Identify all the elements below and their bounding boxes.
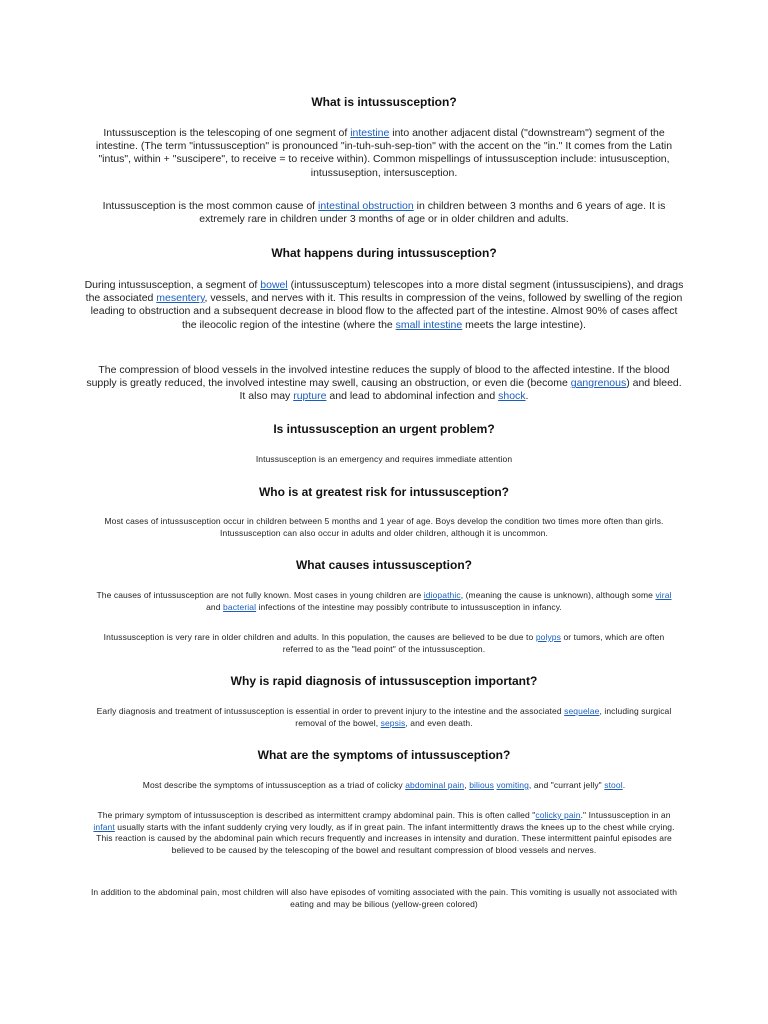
paragraph-mechanism: During intussusception, a segment of bowel (intussusceptum) telescopes into a more distal segment (intussuscipiens), and drags the associated mesentery, vessels, and nerves with it. This results in compression of the veins, followed by swelling of the region leading to obstruction and a subsequent decrease in blood flow to the affected part of the intestine. Almost 90% of cases affect the ileocolic region of the intestine (where the small intestine meets the large intestine). xyxy=(84,279,684,331)
link-colicky-pain[interactable]: colicky pain xyxy=(535,810,581,820)
paragraph-triad: Most describe the symptoms of intussusception as a triad of colicky abdominal pain, bilious vomiting, and "currant jelly" stool. xyxy=(142,780,626,790)
paragraph-blood-supply-block xyxy=(0,364,768,404)
link-bacterial[interactable]: bacterial xyxy=(223,601,257,612)
section-symptoms xyxy=(0,748,768,762)
paragraph-definition: Intussusception is the telescoping of one segment of intestine into another adjacent distal ("downstream") segment of the intestine. (The term "intussusception" is pronounced "in-tuh-suh-sep-tion" with the accent on the "in." It comes from the Latin "intus", within + "suscipere", to receive = to receive within). Common mispellings of intussusception include: intususception, intussuseption, intersusception. xyxy=(95,127,673,179)
heading-rapid-diagnosis: Why is rapid diagnosis of intussusception important? xyxy=(230,674,538,688)
paragraph-primary-symptom: The primary symptom of intussusception is described as intermittent crampy abdominal pain. This is often called "colicky pain." Intussusception in an infant usually starts with the infant suddenly crying very loudly, as if in great pain. The infant intermittently draws the knees up to the chest while crying. This reaction is caused by the abdominal pain which recurs frequently and increases in intensity and duration. These intermittent painful episodes are believed to be caused by the telescoping of the bowel and resultant compression of blood vessels and nerves. xyxy=(93,810,675,856)
link-intestine[interactable]: intestine xyxy=(350,127,390,139)
paragraph-risk-block xyxy=(0,516,768,539)
heading-what-happens: What happens during intussusception? xyxy=(271,246,497,260)
heading-what-is: What is intussusception? xyxy=(311,95,457,109)
link-vomiting[interactable]: vomiting xyxy=(496,780,529,790)
heading-risk: Who is at greatest risk for intussusception? xyxy=(258,485,510,499)
link-mesentery[interactable]: mesentery xyxy=(156,292,205,305)
paragraph-triad-block xyxy=(0,780,768,792)
link-gangrenous[interactable]: gangrenous xyxy=(570,377,627,390)
link-viral[interactable]: viral xyxy=(655,590,672,600)
heading-symptoms: What are the symptoms of intussusception? xyxy=(257,748,511,762)
link-sepsis[interactable]: sepsis xyxy=(380,717,406,728)
paragraph-diagnosis-block xyxy=(0,706,768,729)
link-shock[interactable]: shock xyxy=(498,390,526,403)
paragraph-causes-children-block xyxy=(0,590,768,613)
link-idiopathic[interactable]: idiopathic xyxy=(423,590,461,600)
section-what-happens xyxy=(0,246,768,260)
link-infant[interactable]: infant xyxy=(93,821,115,832)
link-intestinal-obstruction[interactable]: intestinal obstruction xyxy=(318,200,414,212)
paragraph-causes-adults-block xyxy=(0,632,768,655)
heading-urgent: Is intussusception an urgent problem? xyxy=(273,422,495,436)
link-rupture[interactable]: rupture xyxy=(293,390,327,403)
section-urgent xyxy=(0,422,768,436)
section-risk xyxy=(0,485,768,499)
paragraph-vomiting-block xyxy=(0,887,768,910)
paragraph-mechanism-block xyxy=(0,279,768,332)
link-small-intestine[interactable]: small intestine xyxy=(395,318,463,331)
link-abdominal-pain[interactable]: abdominal pain xyxy=(405,780,465,790)
section-what-is xyxy=(0,95,768,109)
link-polyps[interactable]: polyps xyxy=(535,632,561,642)
link-sequelae[interactable]: sequelae xyxy=(564,706,600,716)
section-causes xyxy=(0,558,768,572)
heading-causes: What causes intussusception? xyxy=(295,558,473,572)
link-bilious[interactable]: bilious xyxy=(469,780,494,790)
paragraph-vomiting: In addition to the abdominal pain, most children will also have episodes of vomiting associated with the pain. This vomiting is usually not associated with eating and may be bilious (yellow-green colored) xyxy=(90,887,678,909)
paragraph-causes-children: The causes of intussusception are not fully known. Most cases in young children are idiopathic, (meaning the cause is unknown), although some viral and bacterial infections of the intestine may possibly contribute to intussusception in infancy. xyxy=(96,590,672,612)
paragraph-emergency-block xyxy=(0,454,768,466)
paragraph-common-cause: Intussusception is the most common cause of intestinal obstruction in children between 3 months and 6 years of age. It is extremely rare in children under 3 months of age or in older children and adults. xyxy=(102,200,666,226)
link-stool[interactable]: stool xyxy=(604,780,623,790)
section-rapid-diagnosis xyxy=(0,674,768,688)
link-bowel[interactable]: bowel xyxy=(260,279,288,291)
paragraph-blood-supply: The compression of blood vessels in the involved intestine reduces the supply of blood to the affected intestine. If the blood supply is greatly reduced, the involved intestine may swell, causing an obstruction, or even die (become gangrenous) and bleed. It also may rupture and lead to abdominal infection and shock. xyxy=(86,364,682,403)
paragraph-emergency: Intussusception is an emergency and requires immediate attention xyxy=(255,454,513,464)
paragraph-definition-block xyxy=(0,127,768,180)
paragraph-causes-adults: Intussusception is very rare in older children and adults. In this population, the causes are believed to be due to polyps or tumors, which are often referred to as the "lead point" of the intussusception. xyxy=(103,632,665,654)
paragraph-primary-symptom-block xyxy=(0,810,768,857)
paragraph-common-cause-block xyxy=(0,200,768,226)
paragraph-risk: Most cases of intussusception occur in children between 5 months and 1 year of age. Boys develop the condition two times more often than girls. Intussusception can also occur in adults and older children, although it is uncommon. xyxy=(104,516,664,538)
paragraph-diagnosis: Early diagnosis and treatment of intussusception is essential in order to prevent injury to the intestine and the associated sequelae, including surgical removal of the bowel, sepsis, and even death. xyxy=(96,706,672,728)
